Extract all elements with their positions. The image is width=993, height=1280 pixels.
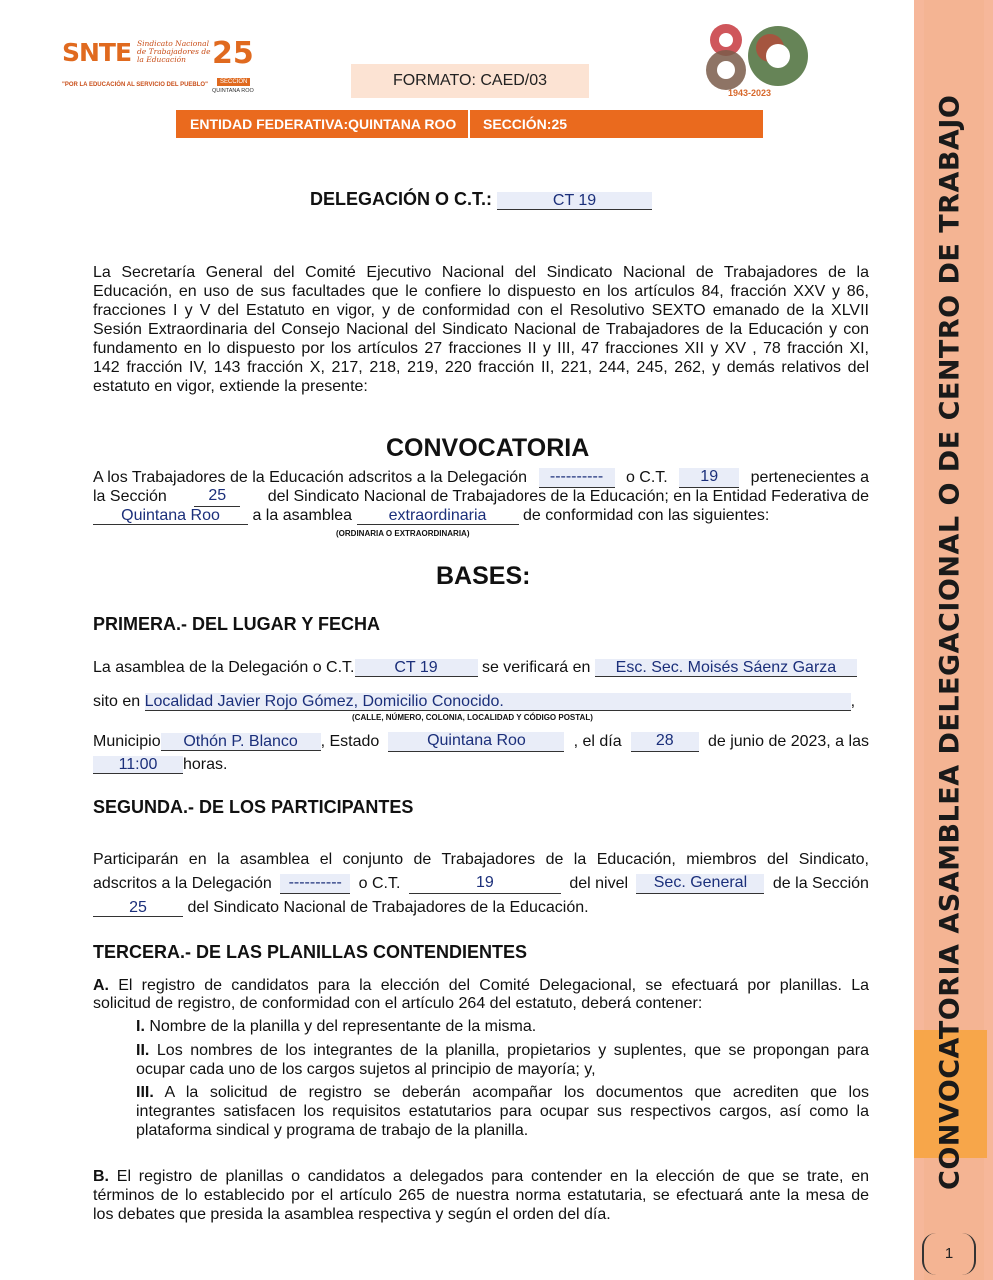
intro-line-3: fracciones I y V del Estatuto en vigor, y de conformidad con el Resolutivo SEXTO emanado de la XLVII — [93, 302, 869, 319]
text: la Sección — [93, 488, 167, 505]
section-logo-state: QUINTANA ROO — [212, 88, 254, 94]
snte-logo-text: Sindicato Nacional de Trabajadores de la Educación — [137, 39, 211, 64]
text: Municipio — [93, 733, 161, 750]
text: de la Sección — [772, 875, 869, 892]
banner-entidad: ENTIDAD FEDERATIVA:QUINTANA ROO — [190, 116, 457, 132]
delegacion-input[interactable]: ---------- — [539, 468, 615, 488]
convocatoria-line-3 — [93, 506, 769, 526]
intro-line-6: 142 fracción IV, 143 fracción X, 217, 218, 219, 220 fracción II, 221, 244, 245, 262, y demás relativos del — [93, 359, 869, 376]
text: horas. — [183, 756, 228, 773]
tercera-b-line-3: los debates que presida la asamblea respectiva y según el orden del día. — [93, 1206, 611, 1223]
ct-input[interactable]: 19 — [679, 468, 739, 488]
tercera-a-line-1 — [93, 976, 869, 996]
delegacion-field[interactable]: CT 19 — [497, 192, 652, 210]
sidebar-title: CONVOCATORIA ASAMBLEA DELEGACIONAL O DE CENTRO DE TRABAJO — [934, 94, 966, 1190]
ct-input[interactable]: CT 19 — [355, 659, 478, 677]
intro-line-1: La Secretaría General del Comité Ejecutivo Nacional del Sindicato Nacional de Trabajadores de la — [93, 264, 869, 281]
municipio-input[interactable]: Othón P. Blanco — [161, 733, 321, 751]
bases-title: BASES: — [436, 562, 531, 590]
primera-title: PRIMERA.- DEL LUGAR Y FECHA — [93, 614, 381, 634]
tercera-b-line-2: términos de lo establecido por el artículo 265 de nuestra norma estatutaria, se efectuará ante la mesa de — [93, 1187, 869, 1204]
delegacion-line — [310, 190, 652, 210]
tercera-ii-line-2: ocupar cada uno de los cargos sujetos al principio de mayoría; y, — [136, 1061, 596, 1078]
anniversary-logo — [700, 18, 810, 98]
text: , — [850, 693, 856, 710]
anniversary-years: 1943-2023 — [728, 88, 772, 98]
text: del nivel — [569, 875, 629, 892]
estado-input[interactable]: Quintana Roo — [388, 732, 564, 752]
text: de conformidad con las siguientes: — [522, 507, 770, 524]
intro-line-7: estatuto en vigor, extiende la presente: — [93, 378, 368, 395]
delegacion-input[interactable]: ---------- — [280, 874, 350, 894]
text: pertenecientes a — [750, 469, 869, 486]
ct-input[interactable]: 19 — [409, 874, 561, 894]
page-number: 1 — [922, 1233, 976, 1275]
intro-line-5: fundamento en lo dispuesto por los artículos 27 fracciones II y III, 47 fracciones XII y XV , 78 fracción XI, — [93, 340, 869, 357]
nivel-input[interactable]: Sec. General — [636, 874, 764, 894]
tercera-i-line — [136, 1017, 536, 1037]
primera-line-4 — [93, 755, 227, 775]
label: A. — [93, 977, 109, 994]
convocatoria-title: CONVOCATORIA — [386, 434, 590, 462]
text: A los Trabajadores de la Educación adscritos a la Delegación — [93, 469, 528, 486]
text: del Sindicato Nacional de Trabajadores de la Educación; en la Entidad Federativa de — [267, 488, 869, 505]
hora-input[interactable]: 11:00 — [93, 756, 183, 774]
logo-slogan: "POR LA EDUCACIÓN AL SERVICIO DEL PUEBLO" — [62, 82, 208, 88]
text: A la solicitud de registro se deberán acompañar los documentos que acrediten que los — [164, 1084, 869, 1101]
entidad-input[interactable]: Quintana Roo — [93, 507, 248, 525]
tercera-b-line-1 — [93, 1167, 869, 1187]
text: o C.T. — [358, 875, 401, 892]
segunda-line-1: Participarán en la asamblea el conjunto de Trabajadores de la Educación, miembros del Sindicato, — [93, 851, 869, 868]
tercera-iii-line-3: plataforma sindical y programa de trabajo de la planilla. — [136, 1122, 529, 1139]
label: II. — [136, 1042, 150, 1059]
banner-divider — [468, 110, 470, 138]
domicilio-input[interactable]: Localidad Javier Rojo Gómez, Domicilio Conocido. — [145, 693, 851, 711]
text: El registro de candidatos para la elección del Comité Delegacional, se efectuará por planillas. La — [118, 977, 869, 994]
entity-banner — [176, 110, 763, 138]
tercera-a-line-2: solicitud de registro, de conformidad con el artículo 264 del estatuto, deberá contener: — [93, 995, 703, 1012]
primera-line-1 — [93, 658, 857, 678]
text: a la asamblea — [252, 507, 353, 524]
tercera-title: TERCERA.- DE LAS PLANILLAS CONTENDIENTES — [93, 942, 528, 962]
tercera-iii-line-2: integrantes satisfacen los requisitos estatutarios para ocupar sus respectivos cargos, así como la — [136, 1103, 869, 1120]
tercera-ii-line-1 — [136, 1041, 869, 1061]
segunda-title: SEGUNDA.- DE LOS PARTICIPANTES — [93, 797, 414, 817]
section-logo-label: SECCIÓN — [217, 78, 250, 86]
text: del Sindicato Nacional de Trabajadores de la Educación. — [187, 899, 589, 916]
dia-input[interactable]: 28 — [631, 732, 699, 752]
seccion-input[interactable]: 25 — [93, 899, 183, 917]
text: Nombre de la planilla y del representante de la misma. — [149, 1018, 537, 1035]
label: B. — [93, 1168, 109, 1185]
tercera-iii-line-1 — [136, 1083, 869, 1103]
label: III. — [136, 1084, 154, 1101]
intro-line-2: Educación, en uso de sus facultades que le confiere lo dispuesto en los artículos 84, fracción XXV y 86, — [93, 283, 869, 300]
text: , Estado — [320, 733, 380, 750]
text: , el día — [573, 733, 622, 750]
segunda-line-3 — [93, 898, 589, 918]
text: o C.T. — [625, 469, 668, 486]
text: Los nombres de los integrantes de la planilla, propietarios y suplentes, que se propongan para — [156, 1042, 870, 1059]
text: La asamblea de la Delegación o C.T. — [93, 659, 355, 676]
text: El registro de planillas o candidatos a delegados para contender en la elección de que se trate, en — [116, 1168, 869, 1185]
section-logo-number: 25 — [212, 36, 254, 71]
lugar-input[interactable]: Esc. Sec. Moisés Sáenz Garza — [595, 659, 857, 677]
segunda-line-2 — [93, 874, 869, 894]
snte-logo: SNTE — [62, 38, 132, 67]
tipo-asamblea-input[interactable]: extraordinaria — [357, 507, 519, 525]
text: se verificará en — [481, 659, 591, 676]
text: de junio de 2023, a las — [707, 733, 869, 750]
convocatoria-line-1 — [93, 468, 869, 488]
tipo-asamblea-note: (ORDINARIA O EXTRAORDINARIA) — [336, 529, 470, 538]
text: adscritos a la Delegación — [93, 875, 272, 892]
banner-seccion: SECCIÓN:25 — [483, 116, 568, 132]
delegacion-label: DELEGACIÓN O C.T.: — [310, 189, 493, 209]
formato-label: FORMATO: CAED/03 — [351, 64, 589, 98]
label: I. — [136, 1018, 145, 1035]
domicilio-note: (CALLE, NÚMERO, COLONIA, LOCALIDAD Y CÓDIGO POSTAL) — [352, 713, 593, 722]
intro-line-4: Sesión Extraordinaria del Consejo Nacional del Sindicato Nacional de Trabajadores de la Educación y con — [93, 321, 869, 338]
primera-line-2 — [93, 692, 855, 712]
seccion-input[interactable]: 25 — [194, 487, 240, 507]
primera-line-3 — [93, 732, 869, 752]
convocatoria-line-2 — [93, 487, 869, 507]
text: sito en — [93, 693, 141, 710]
